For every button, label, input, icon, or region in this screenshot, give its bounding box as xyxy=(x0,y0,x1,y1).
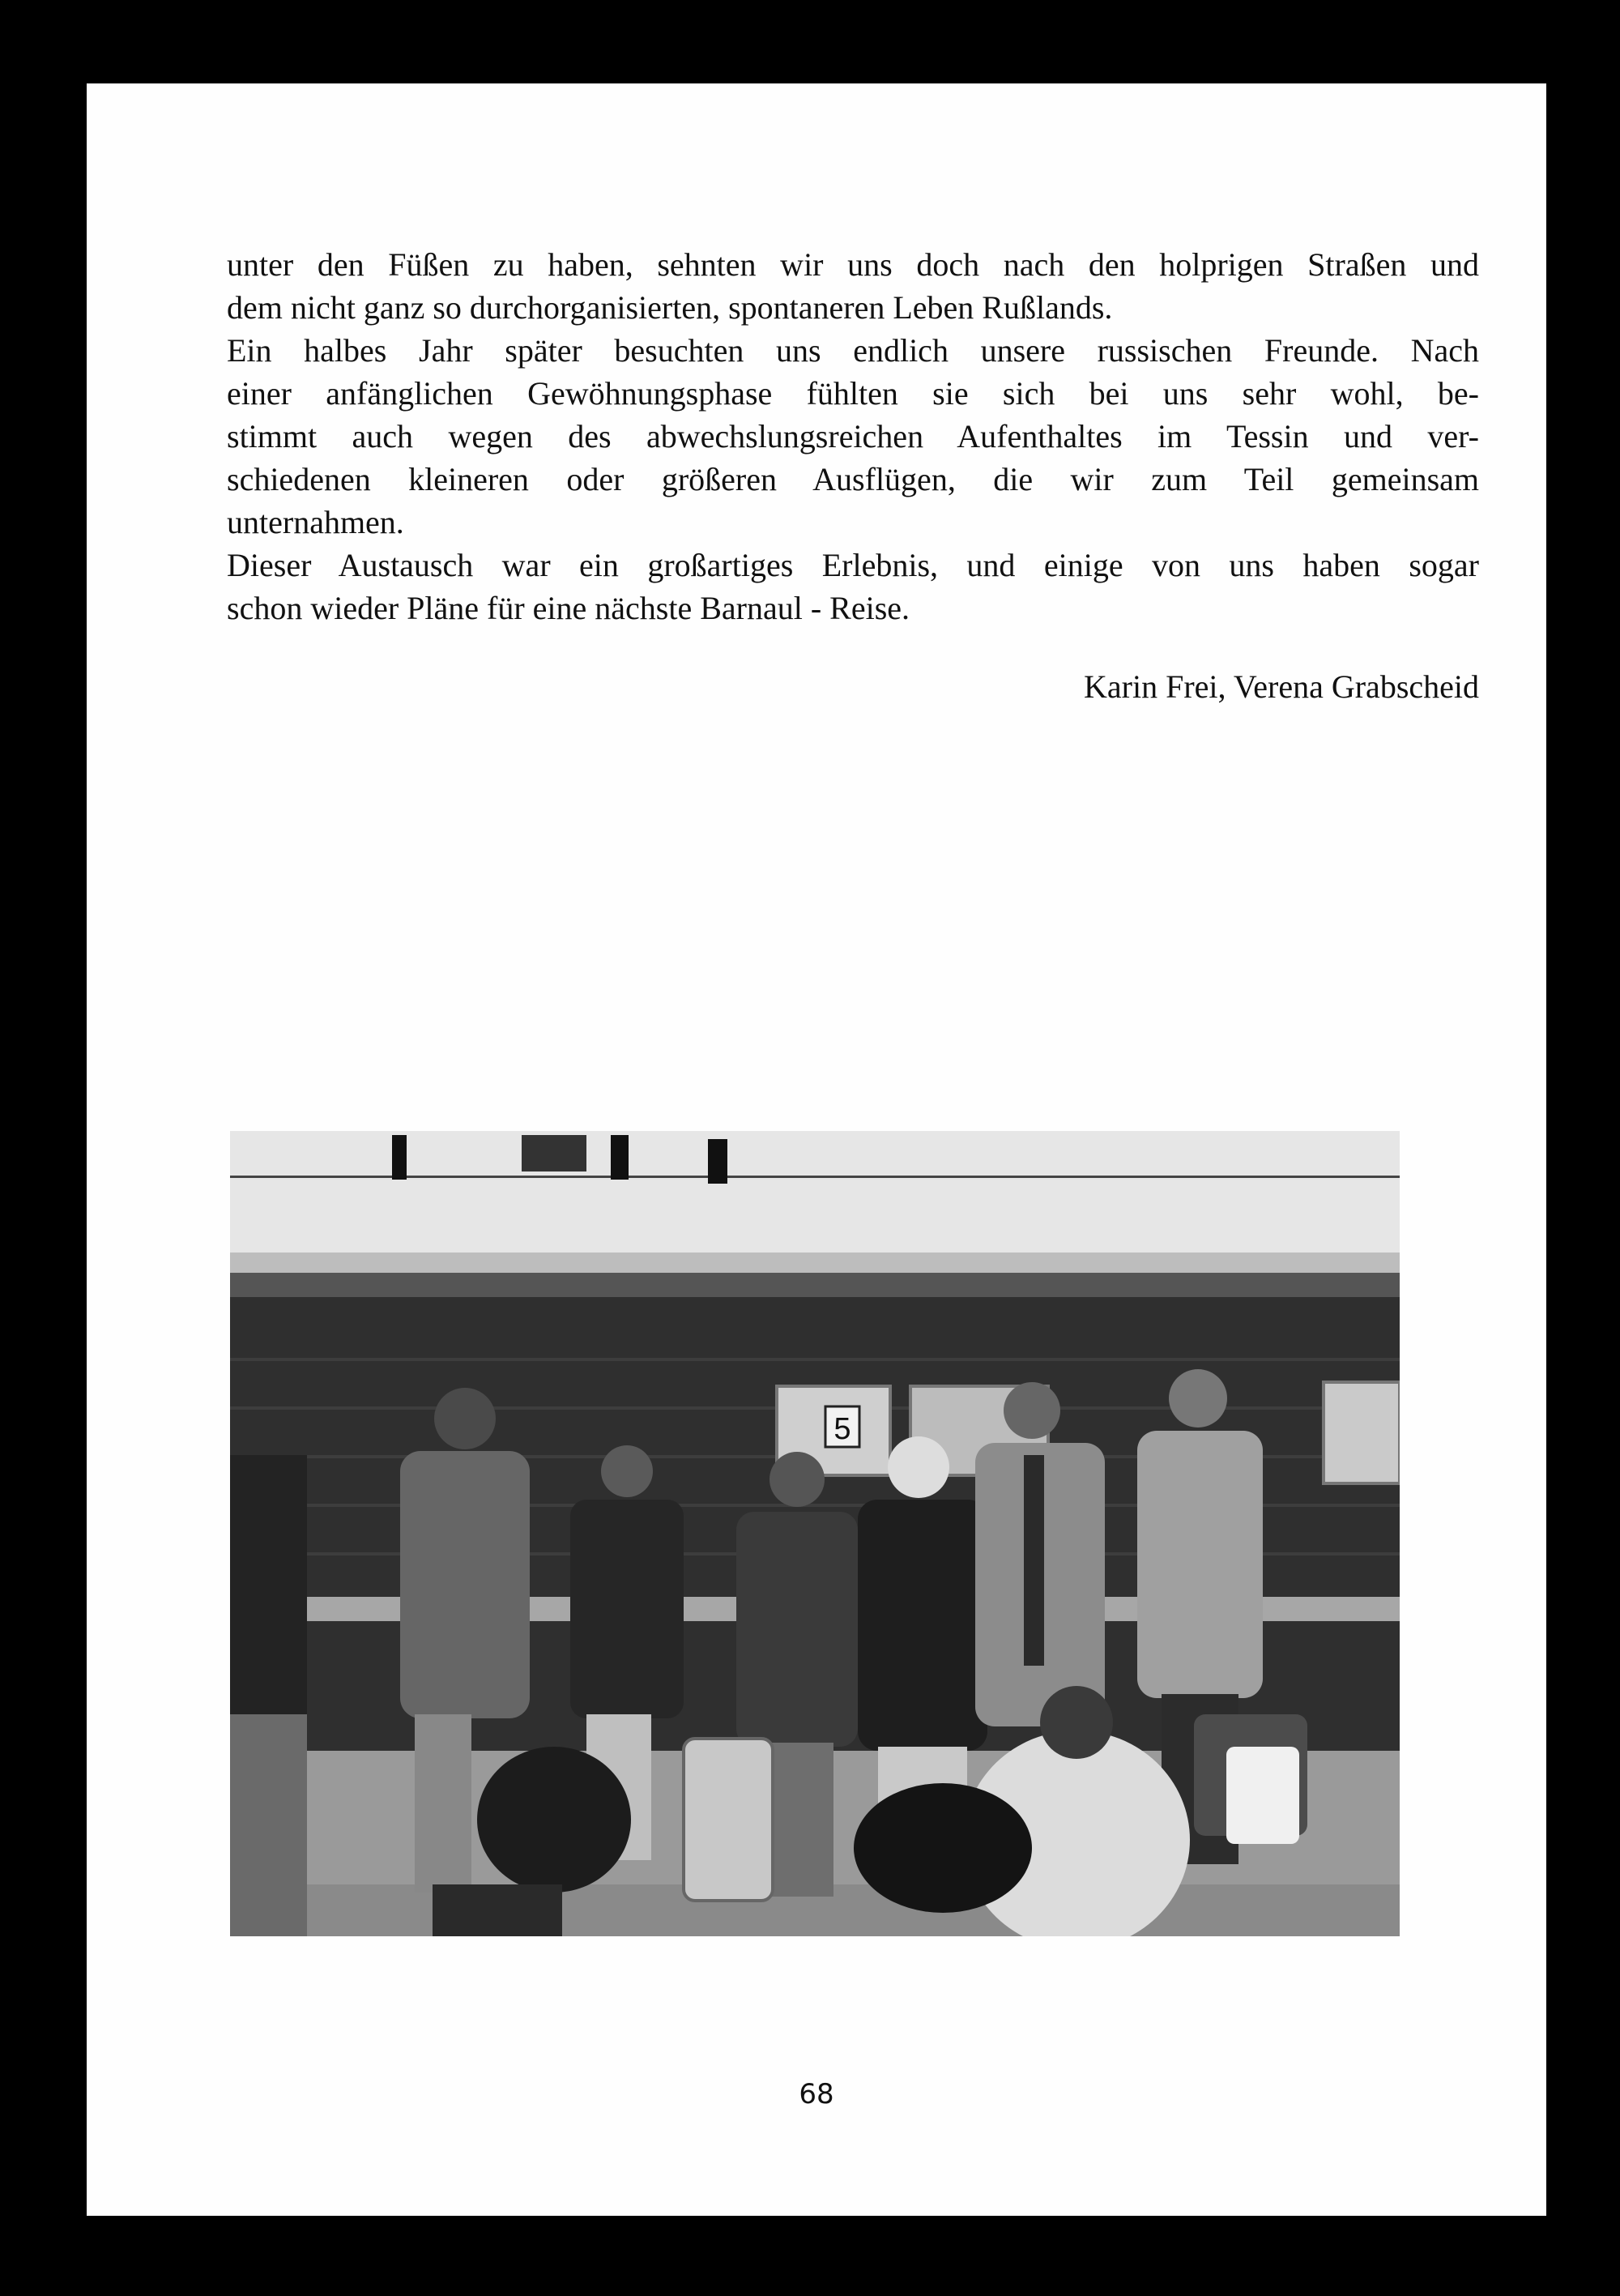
page-number: 68 xyxy=(799,2078,834,2110)
author-signature: Karin Frei, Verena Grabscheid xyxy=(1084,668,1479,705)
text-line-5: stimmt auch wegen des abwechslungsreichen Aufenthaltes im Tessin und ver- xyxy=(227,418,1479,455)
text-line-1: unter den Füßen zu haben, sehnten wir uns doch nach den holprigen Straßen und xyxy=(227,246,1479,283)
text-line-2: dem nicht ganz so durchorganisierten, spontaneren Leben Rußlands. xyxy=(227,289,1113,326)
page xyxy=(87,83,1546,2216)
text-line-6: schiedenen kleineren oder größeren Ausflügen, die wir zum Teil gemeinsam xyxy=(227,461,1479,497)
article-text xyxy=(227,243,1479,629)
text-line-7: unternahmen. xyxy=(227,504,404,540)
text-line-3: Ein halbes Jahr später besuchten uns endlich unsere russischen Freunde. Nach xyxy=(227,332,1479,369)
group-photo-train-station xyxy=(230,1131,1400,1936)
photo-illustration xyxy=(230,1131,1400,1936)
text-line-8: Dieser Austausch war ein großartiges Erlebnis, und einige von uns haben sogar xyxy=(227,547,1479,583)
text-line-4: einer anfänglichen Gewöhnungsphase fühlten sie sich bei uns sehr wohl, be- xyxy=(227,375,1479,412)
car-number: 5 xyxy=(833,1412,851,1446)
text-line-9: schon wieder Pläne für eine nächste Barnaul - Reise. xyxy=(227,590,910,626)
